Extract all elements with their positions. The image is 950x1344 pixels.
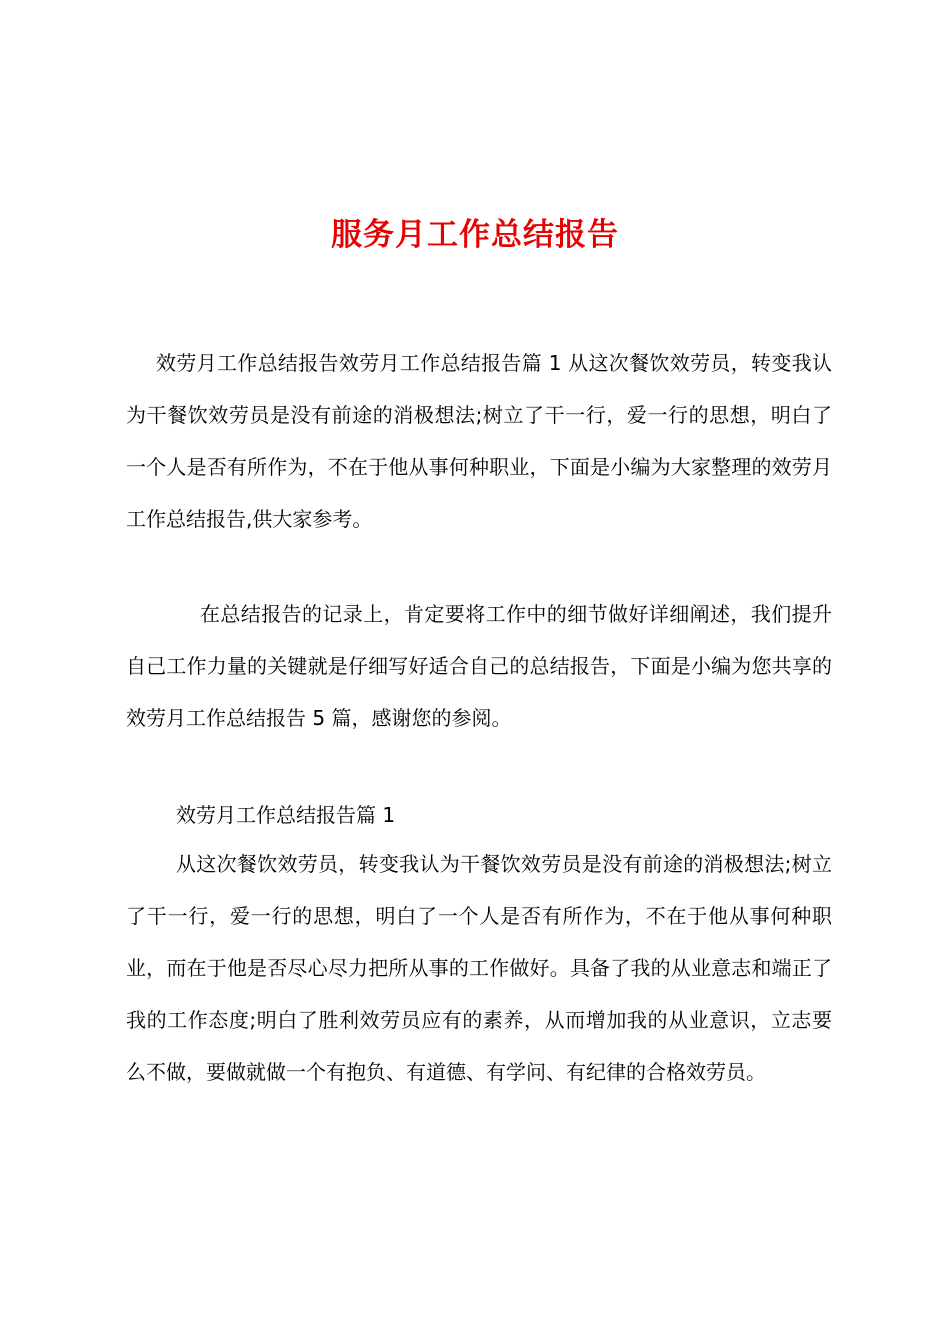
section-heading: 效劳月工作总结报告篇 1: [176, 803, 396, 827]
section-body-paragraph: 从这次餐饮效劳员，转变我认为干餐饮效劳员是没有前途的消极想法;树立了干一行，爱一行的思想，明白了一个人是否有所作为，不在于他从事何种职业，而在于他是否尽心尽力把所从事的工作做好。具备了我的从业意志和端正了我的工作态度;明白了胜利效劳员应有的素养，从而增加我的从业意识，立志要么不做，要做就做一个有抱负、有道德、有学问、有纪律的合格效劳员。: [126, 852, 832, 1084]
intro-paragraph: 效劳月工作总结报告效劳月工作总结报告篇 1 从这次餐饮效劳员，转变我认为干餐饮效劳员是没有前途的消极想法;树立了干一行，爱一行的思想，明白了一个人是否有所作为，不在于他从事何种职业，下面是小编为大家整理的效劳月工作总结报告,供大家参考。: [126, 351, 832, 531]
summary-paragraph: 在总结报告的记录上，肯定要将工作中的细节做好详细阐述，我们提升自己工作力量的关键就是仔细写好适合自己的总结报告，下面是小编为您共享的效劳月工作总结报告 5 篇，感谢您的参阅。: [126, 602, 832, 730]
page-title: 服务月工作总结报告: [331, 217, 619, 253]
